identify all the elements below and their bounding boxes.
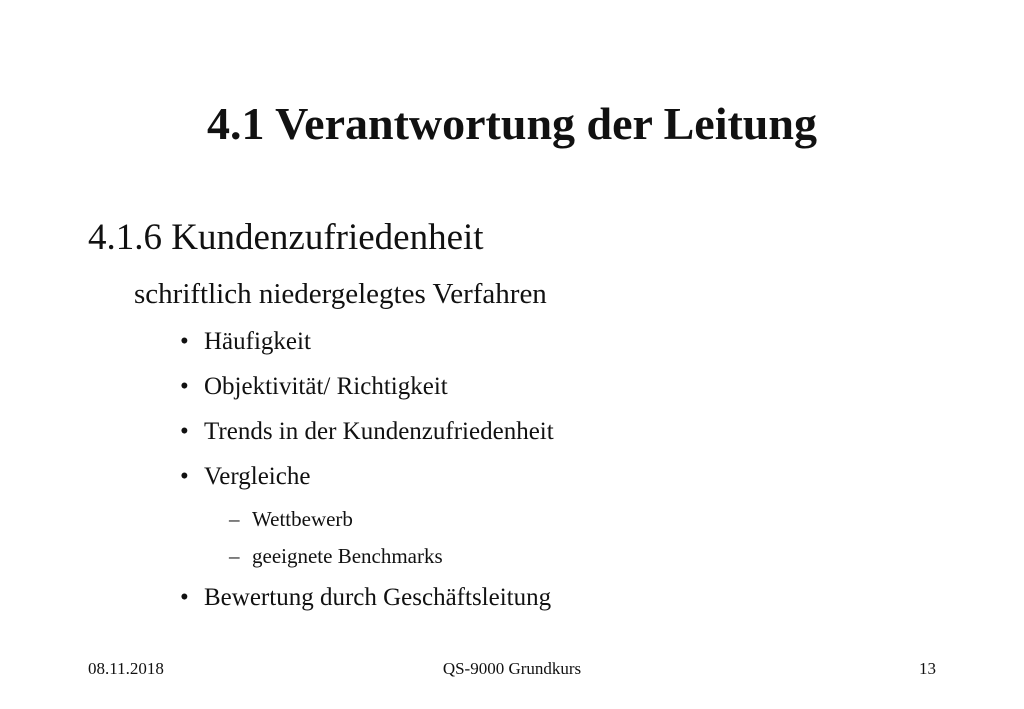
section-heading: 4.1.6 Kundenzufriedenheit: [88, 217, 484, 258]
list-item-text: Trends in der Kundenzufriedenheit: [204, 418, 554, 445]
sub-list-item-text: Wettbewerb: [252, 507, 353, 531]
list-item: [180, 327, 311, 357]
list-item: [180, 417, 554, 447]
sub-list-item-text: geeignete Benchmarks: [252, 544, 443, 568]
list-item: [180, 372, 448, 402]
dash-icon: –: [229, 544, 240, 568]
bullet-icon: •: [180, 373, 189, 400]
bullet-icon: •: [180, 584, 189, 611]
list-item-text: Bewertung durch Geschäftsleitung: [204, 584, 552, 611]
list-item: [180, 583, 551, 613]
slide-title: 4.1 Verantwortung der Leitung: [207, 98, 817, 149]
list-item-text: Vergleiche: [204, 463, 311, 490]
list-item: [180, 462, 310, 492]
list-item-text: Häufigkeit: [204, 328, 311, 355]
list-item-text: Objektivität/ Richtigkeit: [204, 373, 448, 400]
footer-course-name: QS-9000 Grundkurs: [442, 659, 582, 678]
sub-list-item: [229, 543, 443, 569]
footer-page-number: 13: [919, 659, 936, 678]
footer-date: 08.11.2018: [88, 659, 164, 678]
bullet-icon: •: [180, 328, 189, 355]
dash-icon: –: [229, 507, 240, 531]
subsection-heading: schriftlich niedergelegtes Verfahren: [134, 278, 547, 310]
bullet-icon: •: [180, 463, 189, 490]
sub-list-item: [229, 506, 353, 532]
bullet-icon: •: [180, 418, 189, 445]
